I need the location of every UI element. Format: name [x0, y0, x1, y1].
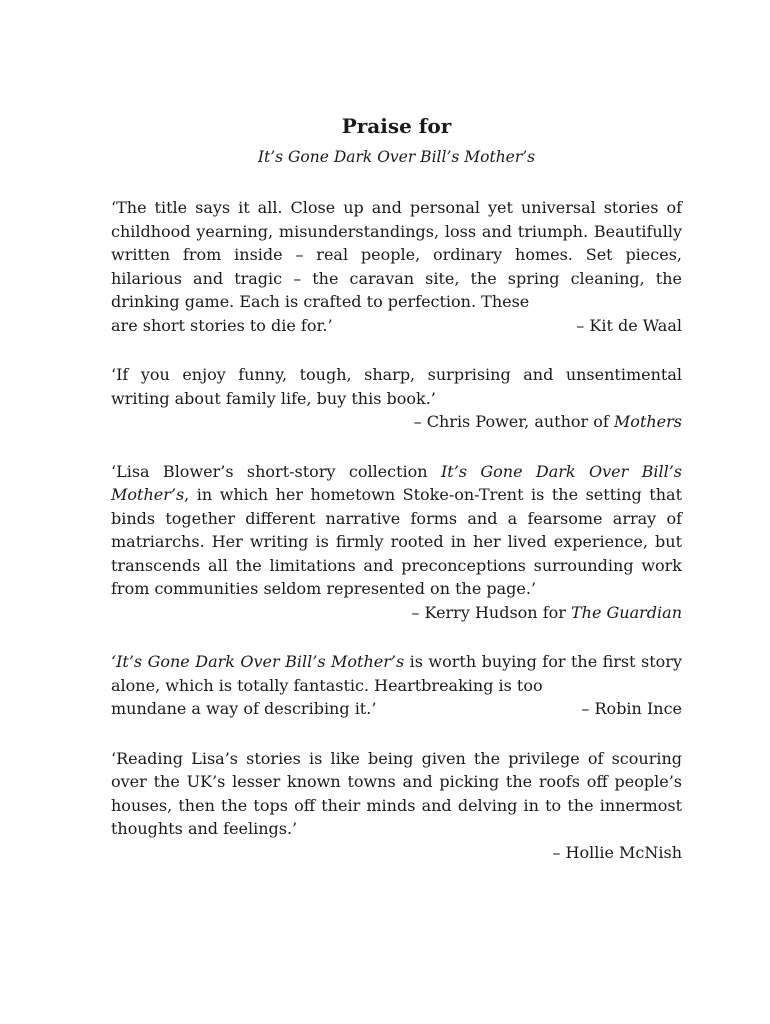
quote-text: ‘The title says it all. Close up and personal yet universal stories of childhood yearning, misunderstandings, loss and triumph. Beautifully written from inside – real people, ordinary homes. Set pieces, hilarious and tragic – the caravan site, the spring cleaning, the drinking game. Each is crafted to perfection. These — [111, 198, 682, 311]
quote-hollie-mcnish — [111, 747, 682, 865]
quote-text-suffix: is worth buying for the first story alone, which is totally fantastic. Heartbreaking is too — [111, 652, 682, 695]
quote-kit-de-waal — [111, 196, 682, 337]
quote-last-line-row — [111, 697, 682, 721]
attribution-text: – Chris Power, author of — [413, 412, 614, 431]
praise-page — [111, 112, 682, 864]
attribution-publication: The Guardian — [570, 602, 682, 622]
quote-text: ‘If you enjoy funny, tough, sharp, surprising and unsentimental writing about family life, buy this book.’ — [111, 365, 682, 408]
quote-text-prefix: ‘Lisa Blower’s short-story collection — [111, 461, 441, 481]
book-title: It’s Gone Dark Over Bill’s Mother’s — [257, 148, 536, 166]
quote-last-line: are short stories to die for.’ — [111, 315, 333, 335]
quote-kerry-hudson — [111, 460, 682, 625]
quote-last-line-row — [111, 314, 682, 338]
quote-attribution: – Hollie McNish — [552, 842, 682, 862]
page-heading: Praise for — [341, 114, 452, 138]
quote-book-title: ‘It’s Gone Dark Over Bill’s Mother’s — [111, 652, 405, 671]
attribution-text: – Kerry Hudson for — [411, 602, 571, 622]
quote-last-line: mundane a way of describing it.’ — [111, 699, 377, 718]
quote-text-suffix: , in which her hometown Stoke-on-Trent is the setting that binds together different narrative forms and a fearsome array of matriarchs. Her writing is firmly rooted in her lived experience, but transcends all the limitations and preconceptions surrounding work from communities seldom represented on the page.’ — [111, 485, 682, 598]
quote-robin-ince — [111, 650, 682, 721]
quote-attribution: – Robin Ince — [581, 699, 682, 718]
quote-text — [111, 460, 682, 601]
quote-text — [111, 650, 682, 697]
quote-attribution — [111, 601, 682, 625]
quote-text: ‘Reading Lisa’s stories is like being given the privilege of scouring over the UK’s lesser known towns and picking the roofs off people’s houses, then the tops off their minds and delving in to the innermost thoughts and feelings.’ — [111, 748, 682, 838]
attribution-book-title: Mothers — [613, 412, 682, 431]
quote-attribution: – Kit de Waal — [576, 315, 682, 335]
quote-chris-power — [111, 363, 682, 434]
quote-book-title: It’s Gone Dark Over Bill’s Mother’s — [111, 461, 682, 504]
quote-attribution — [111, 410, 682, 434]
